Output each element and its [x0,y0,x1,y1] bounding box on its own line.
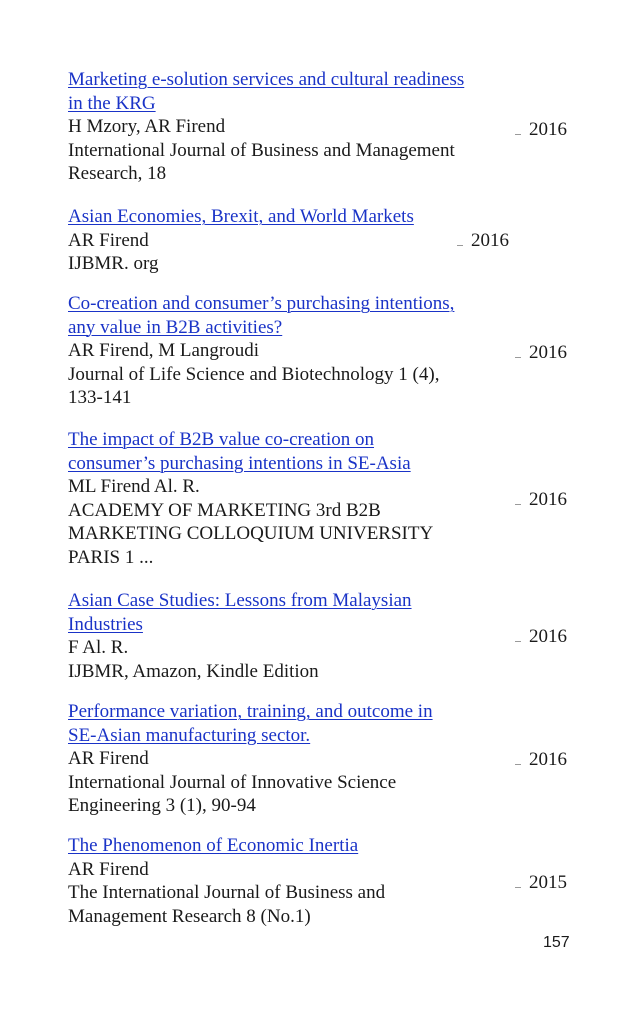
publication-source: Journal of Life Science and Biotechnology 1 (4), [68,363,440,385]
publication-year-text: 2016 [529,489,567,510]
publication-source: ACADEMY OF MARKETING 3rd B2B [68,499,381,521]
publication-authors: H Mzory, AR Firend [68,116,226,137]
publication-title-link[interactable]: The impact of B2B value co-creation on [68,429,375,450]
year-marker [515,492,521,505]
publication-year [515,871,567,895]
publication-authors: ML Firend Al. R. [68,476,200,497]
publication-year [515,488,567,512]
publication-source: The International Journal of Business and [68,882,386,903]
publication-title-link[interactable]: in the KRG [68,92,156,114]
publication-title-link[interactable]: any value in B2B activities? [68,316,283,338]
publication-title-link[interactable]: Marketing e-solution services and cultural readiness [68,69,465,90]
publication-year [515,341,567,365]
publication-authors: AR Firend [68,748,149,769]
publication-title-link[interactable]: Performance variation, training, and outcome in [68,701,433,722]
publication-title-link[interactable]: SE-Asian manufacturing sector. [68,724,311,746]
publication-title-link[interactable]: Asian Economies, Brexit, and World Markets [68,206,414,227]
publication-entry [68,292,573,410]
publication-title-link[interactable]: Asian Case Studies: Lessons from Malaysian [68,590,412,611]
publication-year [457,229,509,253]
publication-year [515,118,567,142]
publication-entry [68,589,573,683]
publication-source: PARIS 1 ... [68,546,154,568]
publication-title-link[interactable]: Co-creation and consumer’s purchasing intentions, [68,293,455,314]
publication-year-text: 2016 [529,749,567,770]
publication-source: Management Research 8 (No.1) [68,905,311,927]
publication-title-link[interactable]: consumer’s purchasing intentions in SE-Asia [68,452,411,474]
publication-authors: AR Firend [68,858,149,880]
publication-year [515,748,567,772]
publication-year-text: 2016 [529,626,567,647]
publication-source: 133-141 [68,387,132,408]
publication-year [515,625,567,649]
publication-source: IJBMR, Amazon, Kindle Edition [68,660,319,682]
page-number: 157 [543,934,570,951]
publication-entry [68,68,573,186]
year-marker [515,752,521,765]
publication-year-text: 2016 [529,342,567,363]
publication-title-link[interactable]: Industries [68,613,143,635]
publication-source: IJBMR. org [68,253,159,274]
year-marker [457,233,463,246]
year-marker [515,345,521,358]
publication-year-text: 2016 [529,119,567,140]
publication-source: International Journal of Innovative Science [68,771,397,793]
publication-entry [68,834,573,928]
publication-source: International Journal of Business and Management [68,139,455,161]
publication-authors: AR Firend, M Langroudi [68,340,260,361]
publication-source: MARKETING COLLOQUIUM UNIVERSITY [68,523,434,544]
publication-year-text: 2016 [471,230,509,251]
publication-authors: AR Firend [68,229,149,251]
publication-entry [68,700,573,818]
publication-year-text: 2015 [529,872,567,893]
year-marker [515,122,521,135]
publication-source: Engineering 3 (1), 90-94 [68,795,256,816]
publication-source: Research, 18 [68,163,167,184]
publication-authors: F Al. R. [68,637,129,658]
publication-entry [68,428,573,569]
publication-title-link[interactable]: The Phenomenon of Economic Inertia [68,835,359,856]
year-marker [515,875,521,888]
year-marker [515,629,521,642]
